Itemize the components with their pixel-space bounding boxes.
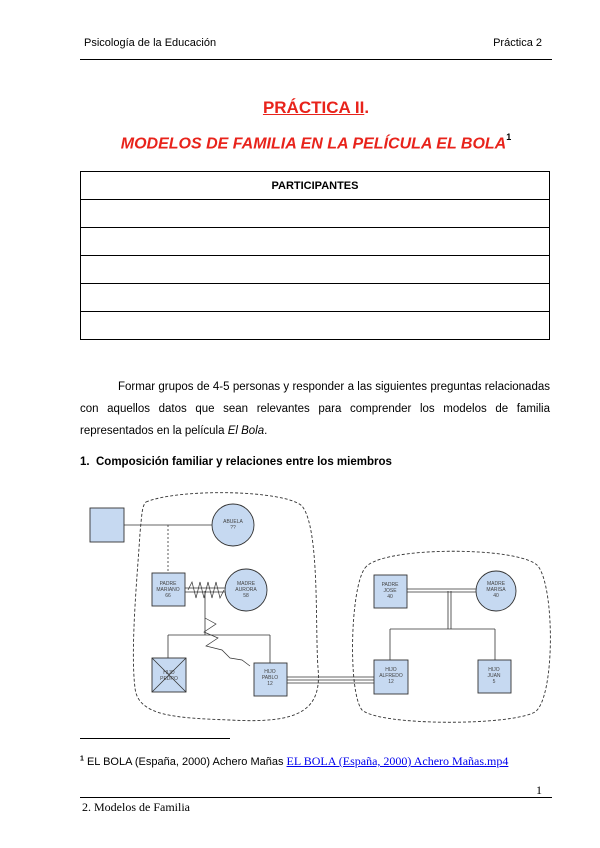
padre-mariano-age: 66 [165,593,171,599]
participant-cell[interactable] [81,312,550,340]
subtitle-text: MODELOS DE FAMILIA EN LA PELÍCULA EL BOLA [120,135,507,153]
header-divider [80,59,552,60]
film-title: El Bola [227,425,265,437]
footer-divider [80,797,552,798]
madre-aurora-age: 58 [243,593,249,599]
hijo-alfredo-name: ALFREDO [379,673,403,679]
madre-aurora-role: MADRE [236,581,256,587]
footnote-ref: 1 [506,132,512,142]
footnote [80,754,508,769]
hijo-juan-name: JUAN [487,673,501,679]
footnote-video-link[interactable]: EL BOLA (España, 2000) Achero Mañas.mp4 [286,754,509,768]
hijo-juan-age: 5 [492,679,496,685]
participants-header-row [81,172,550,200]
hijo-pedro-role: HIJO [163,670,175,676]
page-title [0,98,600,118]
hijo-pedro-name: PEDRO [160,676,178,682]
instructions-text: Formar grupos de 4-5 personas y responder a las siguientes preguntas relacionadas con aquellos datos que sean relevantes para comprender los modelos de familia representados en la película [80,381,550,437]
padre-mariano-name: MARIANO [156,587,180,593]
section-number: 1. [80,456,90,468]
padre-mariano-role: PADRE [159,581,177,587]
page-number: 1 [536,783,542,797]
abuela-label: ABUELA [223,519,243,525]
section-heading [80,456,392,468]
participant-cell[interactable] [81,256,550,284]
title-main: PRÁCTICA II [262,98,365,117]
hijo-pablo-name: PABLO [261,675,279,681]
madre-marisa-name: MARISA [486,587,506,593]
participant-row [81,312,550,340]
madre-aurora-name: AURORA [235,587,257,593]
instructions-end: . [264,425,268,437]
page-subtitle [80,134,552,153]
footnote-text: EL BOLA (España, 2000) Achero Mañas [86,756,284,768]
family-genogram [80,488,552,734]
madre-marisa-age: 40 [493,593,499,599]
header-left: Psicología de la Educación [84,37,217,49]
participant-row [81,256,550,284]
abuela-age: ?? [230,525,236,531]
participant-cell[interactable] [81,228,550,256]
padre-jose-age: 40 [387,594,393,600]
padre-jose-name: JOSE [383,588,397,594]
instructions-paragraph [80,376,550,442]
participant-row [81,284,550,312]
participants-header: PARTICIPANTES [81,172,550,200]
padre-jose-role: PADRE [381,582,399,588]
participant-cell[interactable] [81,200,550,228]
hijo-alfredo-role: HIJO [385,667,397,673]
participant-row [81,200,550,228]
title-end: . [364,98,370,117]
hijo-juan-role: HIJO [488,667,500,673]
participant-row [81,228,550,256]
grandfather-node [90,508,124,542]
hijo-pablo-role: HIJO [264,669,276,675]
footer-text: 2. Modelos de Familia [82,800,190,814]
header-right: Práctica 2 [493,37,542,49]
hijo-pablo-age: 12 [267,681,273,687]
footnote-divider [80,738,230,739]
participant-cell[interactable] [81,284,550,312]
hijo-alfredo-age: 12 [388,679,394,685]
participants-table [80,171,550,340]
section-title: Composición familiar y relaciones entre los miembros [95,456,392,468]
madre-marisa-role: MADRE [486,581,506,587]
footnote-number: 1 [80,755,84,763]
